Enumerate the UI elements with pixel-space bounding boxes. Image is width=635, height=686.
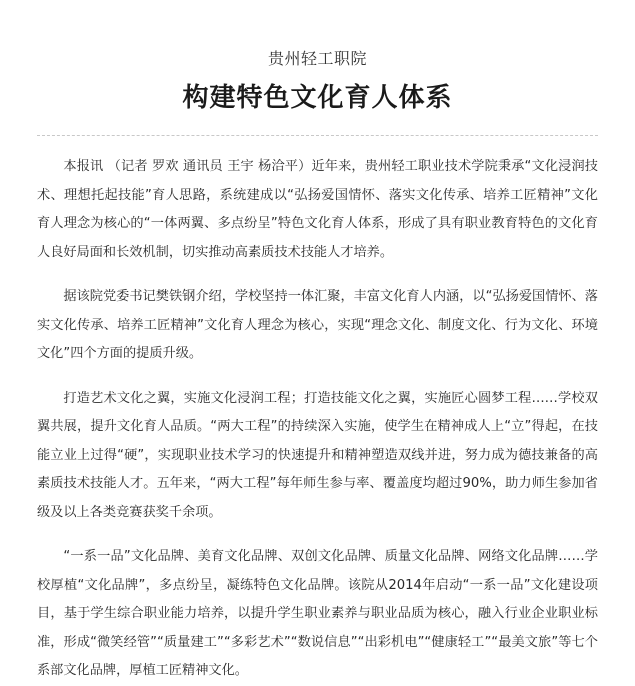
article-headline: 构建特色文化育人体系 <box>182 83 453 113</box>
article-paragraph-1: 本报讯 （记者 罗欢 通讯员 王宇 杨洽平）近年来，贵州轻工职业技术学院秉承“文化浸润技术、理想托起技能”育人思路，系统建成以“弘扬爱国情怀、落实文化传承、培养工匠精神”文化育人理念为核心的“一体两翼、多点纷呈”特色文化育人体系，形成了具有职业教育特色的文化育人良好局面和长效机制，切实推动高素质技术技能人才培养。 <box>37 159 598 260</box>
title-divider <box>37 135 598 136</box>
article-body <box>37 153 598 686</box>
article-paragraph-4: “一系一品”文化品牌、美育文化品牌、双创文化品牌、质量文化品牌、网络文化品牌……学校厚植“文化品牌”，多点纷呈，凝练特色文化品牌。该院从2014年启动“一系一品”文化建设项目，基于学生综合职业能力培养，以提升学生职业素养与职业品质为核心，融入行业企业职业标准，形成“微笑经管”“质量建工”“多彩艺术”“数说信息”“出彩机电”“健康轻工”“最美文旅”等七个系部文化品牌，厚植工匠精神文化。 <box>37 549 598 678</box>
article-kicker: 贵州轻工职院 <box>267 49 367 68</box>
article-paragraph-3: 打造艺术文化之翼，实施文化浸润工程；打造技能文化之翼，实施匠心圆梦工程……学校双翼共展，提升文化育人品质。“两大工程”的持续深入实施，使学生在精神成人上“立”得起，在技能立业上过得“硬”，实现职业技术学习的快速提升和精神塑造双线并进，努力成为德技兼备的高素质技术技能人才。五年来，“两大工程”每年师生参与率、覆盖度均超过90%，助力师生参加省级及以上各类竞赛获奖千余项。 <box>37 390 598 520</box>
article-paragraph-2: 据该院党委书记樊铁钢介绍，学校坚持一体汇聚，丰富文化育人内涵，以“弘扬爱国情怀、落实文化传承、培养工匠精神”文化育人理念为核心，实现“理念文化、制度文化、行为文化、环境文化”四个方面的提质升级。 <box>37 289 598 361</box>
